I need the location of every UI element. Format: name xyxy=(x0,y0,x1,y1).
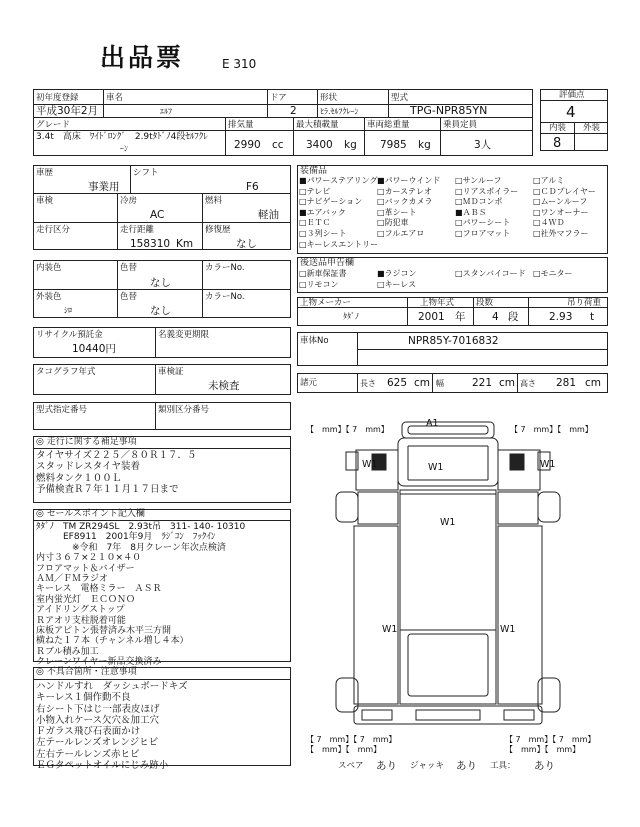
unchecked-box-icon: □ xyxy=(533,229,541,238)
inspection-value: 未検査 xyxy=(208,380,240,392)
unchecked-box-icon: □ xyxy=(455,197,463,207)
max-load-label: 最大積載量 xyxy=(296,120,339,130)
tachograph-label: タコグラフ年式 xyxy=(36,367,96,377)
equipment-item xyxy=(455,229,510,238)
note-line: 内寸３６７×２１０×４０ xyxy=(36,553,142,564)
lot-number: E 310 xyxy=(222,57,257,71)
unchecked-box-icon: □ xyxy=(533,269,541,278)
equipment-item-label: エアバック xyxy=(306,207,346,217)
model-value: TPG-NPR85YN xyxy=(410,104,488,117)
length-label: 長さ xyxy=(360,379,376,388)
height-label: 高さ xyxy=(520,379,536,388)
tread-bottom-left-inner: 【 mm】【 mm】 xyxy=(306,745,382,754)
equipment-item xyxy=(533,187,596,196)
unchecked-box-icon: □ xyxy=(377,186,385,196)
damage-cab-left: W1 xyxy=(362,459,378,470)
equipment-item-label: バックカメラ xyxy=(384,197,433,207)
color-no-label: カラーNo. xyxy=(205,263,245,273)
checked-box-icon: ■ xyxy=(455,207,463,217)
grade-line2: ｰﾝ xyxy=(120,144,128,153)
note-line: クレーンワイヤー新品交換済み xyxy=(36,657,162,668)
deck-right-shape xyxy=(498,526,542,704)
note-line: 室内蛍光灯 ＥＣＯＮＯ xyxy=(36,594,136,605)
damage-deck-front: W1 xyxy=(440,517,456,528)
equipment-item-label: ムーンルーフ xyxy=(540,197,588,207)
unchecked-box-icon: □ xyxy=(455,176,463,185)
capacity-label: 乗員定員 xyxy=(443,120,478,130)
equipment-item xyxy=(377,280,416,289)
body-year-value: 2001 xyxy=(418,311,445,323)
unchecked-box-icon: □ xyxy=(299,280,307,289)
stages-label: 段数 xyxy=(476,298,494,308)
equipment-item-label: ラジコン xyxy=(384,269,417,278)
recycle-label: リサイクル預託金 xyxy=(36,330,103,340)
front-right-wheel-shape xyxy=(538,492,560,522)
spare-value: あり xyxy=(376,760,397,772)
length-value: 625 xyxy=(387,377,408,389)
equipment-item-label: ＡＢＳ xyxy=(462,207,487,217)
unchecked-box-icon: □ xyxy=(299,218,307,228)
tread-bottom-right-inner: 【 mm】【 mm】 xyxy=(505,745,581,754)
repair-value: なし xyxy=(236,238,257,250)
circle-bullet-icon: ◎ xyxy=(36,667,44,677)
jack-label: ジャッキ xyxy=(410,761,444,771)
car-name-label: 車名 xyxy=(106,93,124,103)
post-equipment-title: 後送品申告欄 xyxy=(300,258,355,268)
gross-weight-unit: kg xyxy=(418,139,431,151)
unchecked-box-icon: □ xyxy=(377,280,385,289)
note-line: アイドリングストップ xyxy=(36,605,125,616)
color-change2-label: 色替 xyxy=(120,292,138,302)
note-line: ハンドルすれ ダッシュボードキズ xyxy=(36,681,188,692)
unchecked-box-icon: □ xyxy=(377,218,385,228)
damage-cab-center: W1 xyxy=(428,462,444,473)
displacement-label: 排気量 xyxy=(228,120,254,130)
unchecked-box-icon: □ xyxy=(299,197,307,207)
equipment-item xyxy=(377,176,440,185)
color-no2-label: カラーNo. xyxy=(205,292,245,302)
damage-cab-right: W1 xyxy=(540,459,556,470)
color-change2-value: なし xyxy=(150,305,171,317)
body-maker-value: ﾀﾀﾞﾉ xyxy=(343,312,359,321)
inspection-label: 車検証 xyxy=(158,367,184,377)
unchecked-box-icon: □ xyxy=(533,176,541,185)
gross-weight-label: 車両総重量 xyxy=(367,120,410,130)
unchecked-box-icon: □ xyxy=(455,186,463,196)
ext-color-value: ｼﾛ xyxy=(64,306,72,315)
unchecked-box-icon: □ xyxy=(455,229,463,238)
note-line: EF8911 2001年9月 ﾗｼﾞｺﾝ ﾌｯｸｲﾝ xyxy=(36,532,216,543)
tread-bottom-right-outer: 【 7 mm】【 7 mm】 xyxy=(505,735,596,744)
note-line: ＡＭ／ＦＭラジオ xyxy=(36,574,109,585)
note-line: 予備検査Ｒ７年１１月１７日まで xyxy=(36,483,179,495)
equipment-item xyxy=(377,269,417,278)
unchecked-box-icon: □ xyxy=(299,269,307,278)
tread-top-left: 【 mm】【 7 mm】 xyxy=(306,425,389,434)
equipment-item xyxy=(377,218,409,227)
spare-label: スペア xyxy=(338,761,364,771)
equipment-item-label: ＥＴＣ xyxy=(306,218,331,228)
shift-value: F6 xyxy=(246,181,259,193)
unchecked-box-icon: □ xyxy=(533,186,541,196)
int-color-label: 内装色 xyxy=(36,263,62,273)
interior-label: 内装 xyxy=(549,123,567,133)
driving-notes-title-text: 走行に関する補足事項 xyxy=(46,437,137,447)
equipment-item-label: ワンオーナー xyxy=(540,207,589,217)
damage-front: A1 xyxy=(426,418,439,429)
note-line: 右シート下はじ一部表皮ほげ xyxy=(36,703,160,715)
displacement-value: 2990 xyxy=(234,139,261,151)
max-load-unit: kg xyxy=(344,139,357,151)
note-line: 燃料タンク１００Ｌ xyxy=(36,472,122,484)
sales-points-title xyxy=(36,509,145,520)
unchecked-box-icon: □ xyxy=(299,186,307,196)
equipment-item-label: カーステレオ xyxy=(384,186,432,196)
mileage-value: 158310 xyxy=(130,238,171,250)
doors-value: 2 xyxy=(290,105,297,117)
unchecked-box-icon: □ xyxy=(377,207,385,217)
shift-label: シフト xyxy=(133,168,159,178)
sales-points-title-text: セールスポイント記入欄 xyxy=(46,509,145,519)
fuel-value: 軽油 xyxy=(258,209,279,221)
note-line: 左右テールレンズ赤ヒビ xyxy=(36,748,140,760)
unchecked-box-icon: □ xyxy=(533,197,541,207)
color-change-label: 色替 xyxy=(120,263,138,273)
body-maker-label: 上物メーカー xyxy=(300,298,351,308)
equipment-item-label: モニター xyxy=(540,269,573,278)
front-left-wheel-shape xyxy=(336,492,358,522)
equipment-item xyxy=(299,240,378,249)
circle-bullet-icon: ◎ xyxy=(36,509,44,519)
unchecked-box-icon: □ xyxy=(455,218,463,228)
body-year-unit: 年 xyxy=(455,311,466,323)
note-line: Ｒアオリ支柱脱着可能 xyxy=(36,615,126,626)
deck-left-shape xyxy=(354,526,398,704)
equipment-item xyxy=(377,229,424,238)
equipment-item xyxy=(299,229,347,238)
equipment-item-label: サンルーフ xyxy=(462,176,502,185)
note-line: キーレス 電格ミラー ＡＳＲ xyxy=(36,584,162,595)
equipment-item-label: 社外マフラー xyxy=(540,229,589,238)
note-line: フロアマット＆バイザー xyxy=(36,563,135,574)
defects-title-text: 不具合箇所・注意事項 xyxy=(46,667,137,677)
note-line: Ｆガラス飛び石表面かけ xyxy=(36,726,141,738)
reg-date-value: 平成30年2月 xyxy=(36,105,99,117)
equipment-item-label: テレビ xyxy=(306,186,331,196)
rear-bumper-shape xyxy=(354,706,542,724)
equipment-item-label: ＣＤプレイヤー xyxy=(540,186,596,196)
note-line: タイヤサイズ２２５／８０Ｒ１７．５ xyxy=(36,450,197,461)
recycle-value: 10440円 xyxy=(72,343,116,355)
equipment-item-label: パワーステアリング xyxy=(306,176,378,185)
crane-base-shape xyxy=(408,634,488,696)
equipment-item-label: フルエアロ xyxy=(384,229,425,238)
rating-value: 4 xyxy=(566,103,576,121)
right-mirror-shape xyxy=(510,454,524,470)
checked-box-icon: ■ xyxy=(299,207,307,217)
tread-bottom-left-outer: 【 7 mm】【 7 mm】 xyxy=(306,735,397,744)
tools-value: あり xyxy=(534,760,555,772)
equipment-item xyxy=(533,197,587,206)
unchecked-box-icon: □ xyxy=(299,229,307,238)
equipment-item xyxy=(533,229,589,238)
lift-load-label: 吊り荷重 xyxy=(567,298,602,308)
cab-shape xyxy=(398,438,498,486)
damage-deck-right: W1 xyxy=(500,624,516,635)
height-value: 281 xyxy=(556,377,577,389)
equipment-item xyxy=(299,176,378,185)
shape-value: ﾋﾗ.ｾﾙﾌｸﾚｰﾝ xyxy=(320,107,359,116)
grade-label: グレード xyxy=(36,120,71,130)
equipment-item xyxy=(533,269,573,278)
equipment-item xyxy=(299,197,362,206)
body-year-label: 上物年式 xyxy=(420,298,455,308)
color-change-value: なし xyxy=(150,277,171,289)
damage-deck-left: W1 xyxy=(382,624,398,635)
equipment-item xyxy=(455,218,510,227)
equipment-item xyxy=(533,218,565,227)
width-value: 221 xyxy=(472,377,493,389)
body-type-value: 事業用 xyxy=(88,181,120,193)
unchecked-box-icon: □ xyxy=(455,269,463,278)
equipment-item-label: 革シート xyxy=(384,207,417,217)
tools-label: 工具： xyxy=(490,761,516,771)
equipment-item xyxy=(455,269,526,278)
equipment-item-label: スタンバイコード xyxy=(462,269,526,278)
width-unit: cm xyxy=(499,377,516,389)
note-line: 横ねた１７本（チャンネル増し４本） xyxy=(36,636,189,647)
note-line: Ｒブル積み加工 xyxy=(36,646,99,657)
vehicle-label: 車検 xyxy=(36,196,54,206)
equipment-item xyxy=(377,187,432,196)
stages-value: 4 xyxy=(492,311,499,323)
equipment-item xyxy=(533,208,589,217)
note-line: ※令和 7年 8月クレーン年次点検済 xyxy=(36,542,226,553)
driving-notes-title xyxy=(36,437,137,448)
checked-box-icon: ■ xyxy=(299,176,307,185)
exterior-label: 外装 xyxy=(583,123,601,133)
model-label: 型式 xyxy=(391,93,409,103)
unchecked-box-icon: □ xyxy=(533,218,541,228)
ext-color-label: 外装色 xyxy=(36,292,62,302)
circle-bullet-icon: ◎ xyxy=(36,437,44,447)
equipment-item-label: アルミ xyxy=(540,176,565,185)
equipment-item xyxy=(455,176,502,185)
max-load-value: 3400 xyxy=(306,139,333,151)
equipment-item-label: ナビゲーション xyxy=(306,197,363,207)
car-name-value: ｴﾙﾌ xyxy=(160,107,172,116)
unchecked-box-icon: □ xyxy=(377,229,385,238)
shape-label: 形状 xyxy=(320,93,338,103)
equipment-title: 装備品 xyxy=(300,166,328,176)
chassis-value: NPR85Y-7016832 xyxy=(408,335,499,347)
ac-value: AC xyxy=(150,209,165,221)
dimension-label: 諸元 xyxy=(300,378,318,388)
equipment-item xyxy=(455,208,487,217)
defects-body xyxy=(36,681,188,771)
equipment-item-label: ＭＤコンポ xyxy=(462,197,503,207)
name-change-label: 名義変更期限 xyxy=(158,330,210,340)
equipment-item xyxy=(299,269,347,278)
displacement-unit: cc xyxy=(272,139,284,151)
unchecked-box-icon: □ xyxy=(377,197,385,207)
equipment-item-label: 防犯車 xyxy=(384,218,409,228)
checked-box-icon: ■ xyxy=(377,176,385,185)
equipment-item xyxy=(533,176,564,185)
doors-label: ドア xyxy=(270,93,287,103)
note-line: ﾀﾀﾞﾉ TM ZR294SL 2.93t吊 311- 140- 10310 xyxy=(36,522,246,532)
mileage-type-label: 走行区分 xyxy=(36,225,71,235)
truck-diagram xyxy=(296,410,608,750)
equipment-item-label: リアスポイラー xyxy=(462,186,519,196)
equipment-item xyxy=(455,197,503,206)
equipment-item xyxy=(377,197,433,206)
equipment-item-label: 新車保証書 xyxy=(306,269,347,278)
lift-load-unit: t xyxy=(590,311,595,323)
model-designation-label: 型式指定番号 xyxy=(36,405,88,415)
sales-points-body xyxy=(36,522,245,668)
body-type-label: 車歴 xyxy=(36,168,54,178)
equipment-item xyxy=(299,187,330,196)
capacity-value: 3人 xyxy=(474,139,492,151)
driving-notes-body xyxy=(36,450,197,495)
unchecked-box-icon: □ xyxy=(533,207,541,217)
lift-load-value: 2.93 xyxy=(549,311,573,323)
jack-value: あり xyxy=(456,760,477,772)
reg-date-label: 初年度登録 xyxy=(36,93,79,103)
equipment-item-label: キーレス xyxy=(384,280,417,289)
chassis-label: 車体No xyxy=(300,336,329,346)
mileage-label: 走行距離 xyxy=(120,225,155,235)
equipment-item-label: パワーシート xyxy=(462,218,511,228)
equipment-item xyxy=(377,208,417,217)
grade-line1: 3.4t 高床 ﾜｲﾄﾞﾛﾝｸﾞ 2.9tﾀﾄﾞﾉ4段ｾﾙﾌｸﾚ xyxy=(36,132,208,142)
repair-label: 修復歴 xyxy=(205,225,231,235)
checked-box-icon: ■ xyxy=(377,269,385,278)
equipment-item-label: ４ＷＤ xyxy=(540,218,565,228)
equipment-item-label: パワーウインド xyxy=(384,176,441,185)
height-unit: cm xyxy=(585,377,602,389)
equipment-item xyxy=(299,218,331,227)
defects-title xyxy=(36,667,137,678)
equipment-item-label: リモコン xyxy=(306,280,339,289)
stages-unit: 段 xyxy=(508,311,519,323)
deck-front-shape xyxy=(400,490,496,630)
interior-value: 8 xyxy=(553,136,562,151)
rating-label: 評価点 xyxy=(559,90,585,100)
length-unit: cm xyxy=(414,377,431,389)
unchecked-box-icon: □ xyxy=(299,239,307,249)
note-line: 小物入れケース欠穴＆加工穴 xyxy=(36,714,160,726)
mileage-unit: Km xyxy=(176,238,194,250)
front-bumper-shape xyxy=(402,422,494,438)
gross-weight-value: 7985 xyxy=(380,139,407,151)
equipment-item-label: キーレスエントリー xyxy=(306,239,379,249)
note-line: 床板アピトン張替済み木平三方開 xyxy=(36,626,172,637)
equipment-item xyxy=(299,280,339,289)
note-line: キーレス１個作動不良 xyxy=(36,692,131,704)
page-title: 出品票 xyxy=(100,43,185,72)
note-line: ＥＧタペットオイルにじみ跡小 xyxy=(36,760,169,772)
note-line: スタッドレスタイヤ装着 xyxy=(36,461,141,473)
category-no-label: 類別区分番号 xyxy=(158,405,210,415)
equipment-item-label: ３列シート xyxy=(306,229,347,238)
equipment-item xyxy=(455,187,518,196)
equipment-item-label: フロアマット xyxy=(462,229,511,238)
note-line: 左テールレンズオレンジヒビ xyxy=(36,737,159,749)
equipment-item xyxy=(299,208,346,217)
fuel-label: 燃料 xyxy=(205,196,223,206)
ac-label: 冷房 xyxy=(120,196,138,206)
width-label: 幅 xyxy=(436,379,444,388)
tread-top-right: 【 7 mm】【 mm】 xyxy=(510,425,593,434)
